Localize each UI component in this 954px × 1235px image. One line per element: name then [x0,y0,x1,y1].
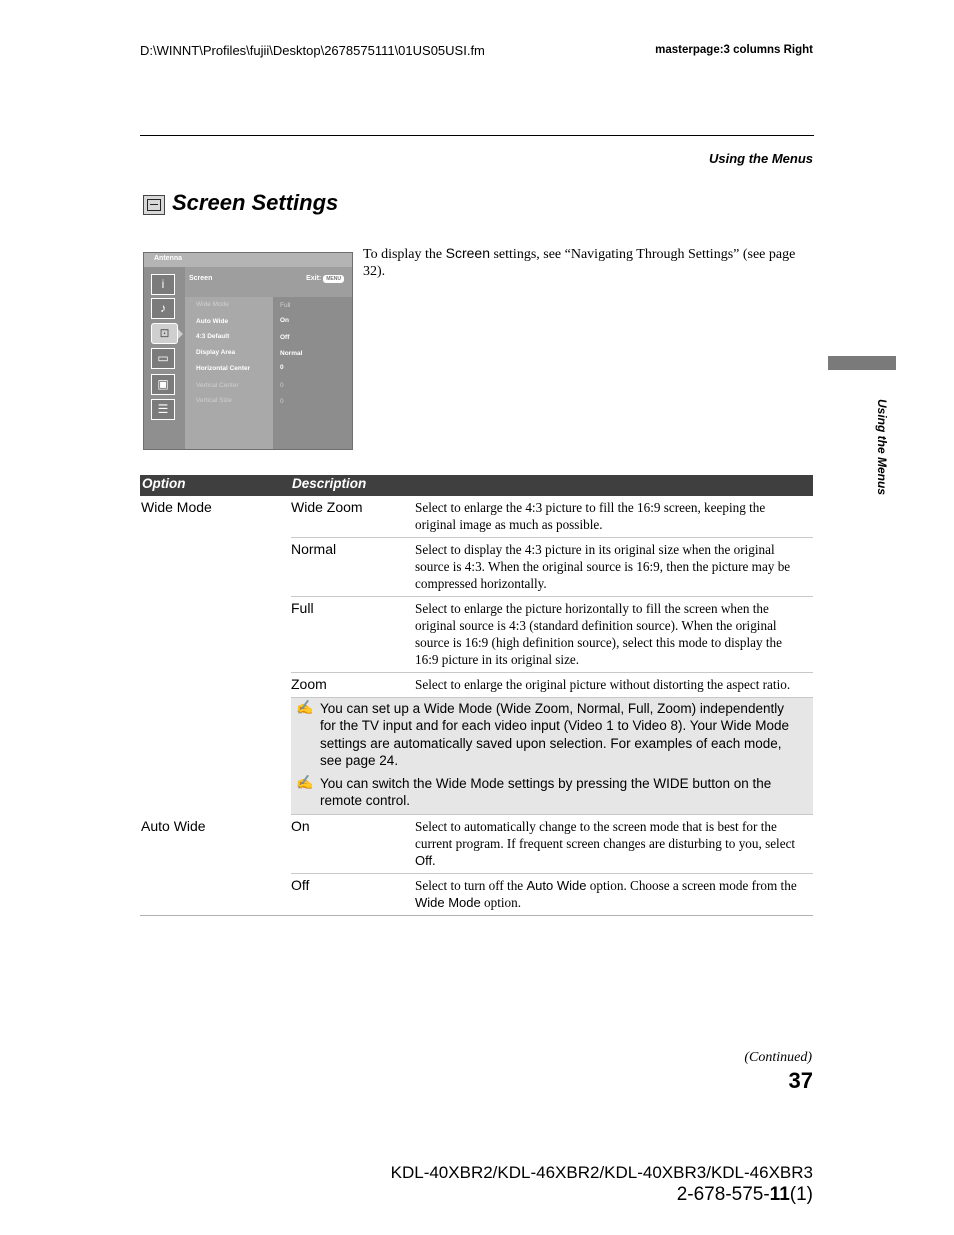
setup-icon: ☰ [151,399,175,420]
sub-option-description: Select to automatically change to the screen mode that is best for the current program. If frequent screen changes are disturbing to you, select Off. [415,818,796,868]
sub-option-name: Normal [291,541,337,557]
intro-paragraph: To display the Screen settings, see “Navigating Through Settings” (see page 32). [363,245,796,279]
sub-option-description: Select to turn off the Auto Wide option. Choose a screen mode from the Wide Mode option. [415,877,797,910]
sub-option-name: Wide Zoom [291,499,363,515]
osd-item-names [185,297,273,449]
osd-item-name: Vertical Size [196,397,232,404]
option-name: Wide Mode [141,499,212,515]
sub-option-name: On [291,817,310,834]
header-rule [140,135,814,136]
channel-icon: ▭ [151,348,175,369]
screen-settings-icon [143,195,165,215]
sub-option-row [291,815,813,874]
header-option: Option [142,476,186,491]
note-pencil-icon: ✍ [296,774,314,791]
note-pencil-icon: ✍ [296,699,314,715]
page-title: Screen Settings [172,190,339,215]
osd-item-value: On [280,317,290,324]
screen-icon: ⊡ [151,323,178,344]
page-number: 37 [788,1068,813,1093]
sub-option-description: Select to enlarge the picture horizontally to fill the screen when the original source is 4:3 (standard definition source). When the original source is 16:9 (high definition source), select this mode to display the 16:9 picture in its original size. [415,601,782,667]
note: ✍ You can set up a Wide Mode (Wide Zoom, Normal, Full, Zoom) independently for the TV input and for each video input (Video 1 to Video 8). Your Wide Mode settings are automatically saved upon selection. For examples of each mode, see page 24. [296,699,790,768]
osd-exit-hint: Exit: MENU [306,275,344,283]
osd-item-value: 0 [280,398,284,405]
osd-source-label: Antenna [154,255,182,262]
osd-item-value: 0 [280,382,284,389]
osd-top-bar [144,253,352,267]
masterpage-label: masterpage:3 columns Right [655,44,813,56]
screen-term: Screen [445,245,490,261]
table-header [140,475,813,496]
file-path: D:\WINNT\Profiles\fujii\Desktop\2678575111\01US05USI.fm [140,43,485,58]
sub-option-row [291,496,813,538]
osd-menu-header [185,267,352,297]
osd-item-value: 0 [280,364,284,371]
options-table [140,475,813,916]
header-description: Description [292,476,367,491]
auto-wide-row [140,815,813,915]
table-end-rule [140,915,813,916]
osd-menu-screenshot [143,252,353,450]
osd-item-name: Vertical Center [196,382,239,389]
osd-menu-title: Screen [189,275,213,282]
sub-option-row [291,597,813,673]
side-tab-label: Using the Menus [875,398,889,495]
osd-item-value: Off [280,334,290,341]
osd-item-name: Horizontal Center [196,365,251,372]
sub-option-row [291,673,813,698]
running-head: Using the Menus [708,151,813,166]
sub-option-description: Select to enlarge the original picture without distorting the aspect ratio. [415,677,791,692]
osd-item-value: Normal [280,350,303,357]
osd-item-name: Auto Wide [196,318,229,325]
menu-key-icon: MENU [323,275,344,283]
wide-mode-row [140,496,813,815]
osd-item-value: Full [280,302,291,309]
osd-item-values [273,297,352,449]
osd-item-name: Display Area [196,349,236,356]
notes-box [291,698,813,815]
osd-item-name: 4:3 Default [196,333,230,340]
osd-item-name: Wide Mode [196,301,229,308]
continued-label: (Continued) [744,1050,812,1065]
sub-option-name: Full [291,600,314,616]
option-name: Auto Wide [141,817,206,834]
side-tab-bar [828,356,896,370]
sub-option-row [291,538,813,597]
osd-icon-column [144,267,185,449]
sub-option-name: Off [291,876,310,893]
sub-option-name: Zoom [291,676,327,692]
model-numbers: KDL-40XBR2/KDL-46XBR2/KDL-40XBR3/KDL-46XBR3 [390,1163,813,1182]
music-note-icon: ♪ [151,298,175,319]
note: ✍ You can switch the Wide Mode settings by pressing the WIDE button on the remote control. [296,774,772,809]
document-code: 2-678-575-11(1) [676,1184,813,1205]
sub-option-description: Select to display the 4:3 picture in its original size when the original source is 4:3. When the original source is 16:9, then the picture may be compressed horizontally. [415,542,791,591]
lock-icon: ▣ [151,374,175,395]
sub-option-description: Select to enlarge the 4:3 picture to fill the 16:9 screen, keeping the original image as much as possible. [415,500,766,532]
sub-option-row [291,874,813,915]
info-icon: i [151,274,175,295]
